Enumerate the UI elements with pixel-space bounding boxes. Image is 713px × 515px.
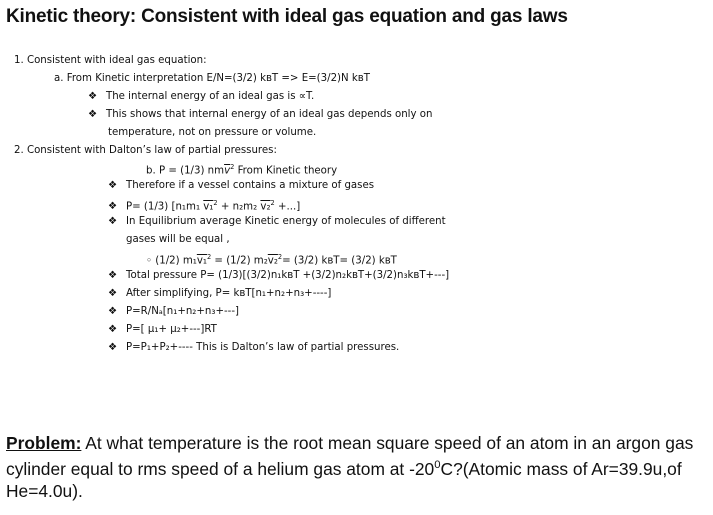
diamond-bullet-icon: ❖	[88, 109, 98, 120]
diamond-bullet-icon: ❖	[108, 180, 118, 191]
diamond-bullet-icon: ❖	[88, 91, 98, 102]
diamond-bullet-icon: ❖	[108, 270, 118, 281]
problem-statement: Problem: At what temperature is the root mean square speed of an atom in an argon gas cylinder equal to rms speed of a helium gas atom at $-20^0C?(Atomic$ mass of Ar=39.9u,of He=4.0u).	[6, 433, 694, 501]
list-item: ❖ This shows that internal energy of an ideal gas depends only on	[88, 106, 432, 124]
diamond-bullet-icon: ❖	[108, 324, 118, 335]
problem-label: Problem:	[6, 433, 82, 453]
list-item: ❖ P= (1/3) [n₁m₁ v₁$^2$ + n₂m₂ v₂$^2$ +...]	[108, 195, 300, 216]
page-title: Kinetic theory: Consistent with ideal gas equation and gas laws	[6, 6, 568, 27]
list-item: ◦ (1/2) m₁v₁$^2$ = (1/2) m₂v₂$^2$= (3/2) kʙT= (3/2) kʙT	[146, 253, 397, 267]
list-item: ❖ P=P₁+P₂+---- This is Dalton’s law of partial pressures.	[108, 339, 399, 357]
list-item: b. P = (1/3) $nm\overline{v}^2$ From Kinetic theory	[146, 163, 338, 177]
list-item: a. From Kinetic interpretation E/N=(3/2) kʙT => E=(3/2)N kʙT	[54, 73, 370, 84]
list-item: ❖ Total pressure P= (1/3)[(3/2)n₁kʙT +(3/2)n₂kʙT+(3/2)n₃kʙT+---]	[108, 267, 449, 285]
list-item: ❖ The internal energy of an ideal gas is ∝T.	[88, 88, 314, 106]
diamond-bullet-icon: ❖	[108, 201, 118, 213]
list-item: ❖ After simplifying, P= kʙT[n₁+n₂+n₃+----]	[108, 285, 331, 303]
list-item: gases will be equal ,	[126, 234, 230, 245]
diamond-bullet-icon: ❖	[108, 288, 118, 299]
list-item: 1. Consistent with ideal gas equation:	[14, 55, 207, 66]
list-item: ❖ In Equilibrium average Kinetic energy of molecules of different	[108, 213, 446, 231]
diamond-bullet-icon: ❖	[108, 216, 118, 227]
list-item: 2. Consistent with Dalton’s law of partial pressures:	[14, 145, 277, 156]
diamond-bullet-icon: ❖	[108, 342, 118, 353]
list-item: ❖ P=R/Nₐ[n₁+n₂+n₃+---]	[108, 303, 239, 321]
list-item: temperature, not on pressure or volume.	[108, 127, 317, 138]
list-item: ❖ Therefore if a vessel contains a mixture of gases	[108, 177, 374, 195]
diamond-bullet-icon: ❖	[108, 306, 118, 317]
list-item: ❖ P=[ μ₁+ μ₂+---]RT	[108, 321, 217, 339]
